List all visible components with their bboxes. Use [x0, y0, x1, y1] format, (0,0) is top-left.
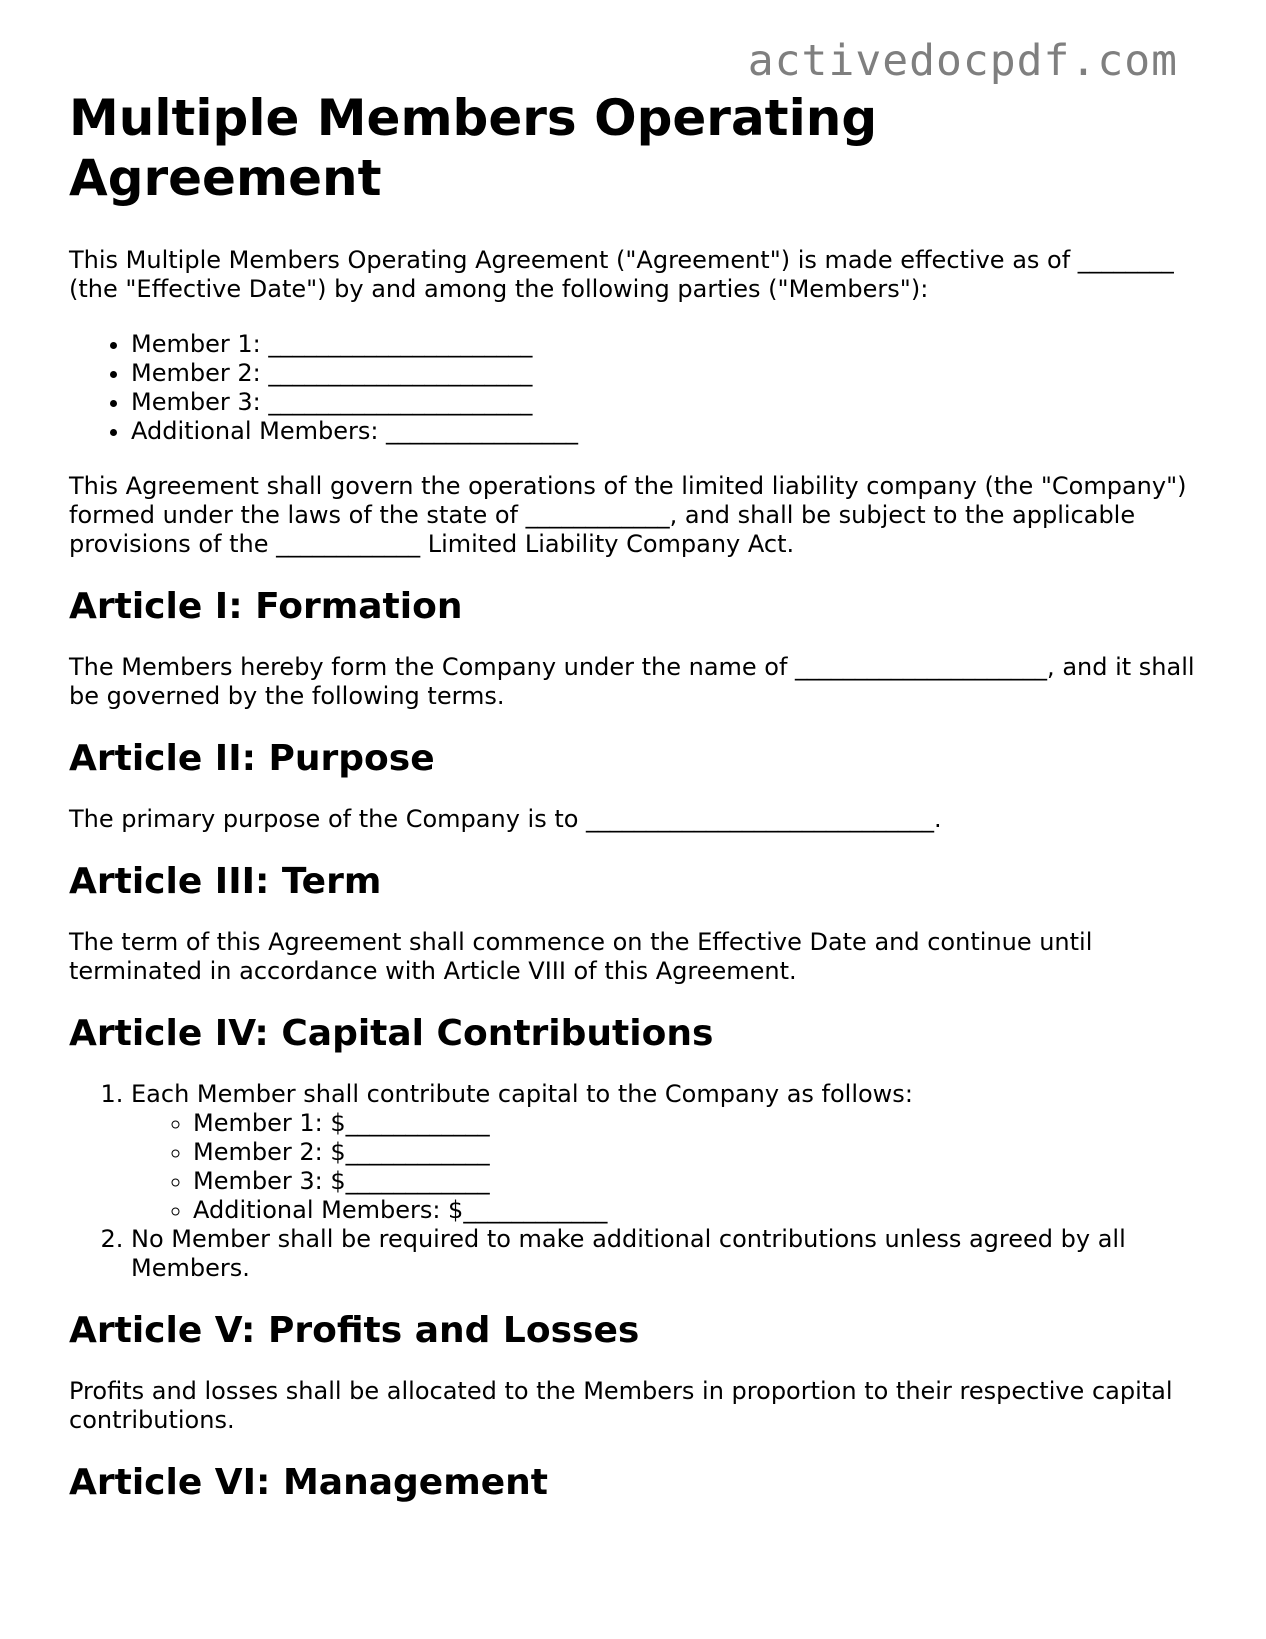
article-term-text: The term of this Agreement shall commence on the Effective Date and continue until terminated in accordance with Article VIII of this Agreement. — [69, 928, 1093, 985]
contributions-list — [131, 1109, 1199, 1225]
document-body — [69, 88, 1199, 1529]
watermark: activedocpdf.com — [747, 36, 1178, 86]
list-item — [131, 1080, 1199, 1225]
article-profits-heading: Article V: Profits and Losses — [69, 1310, 640, 1351]
list-item: • Member 3: ______________________ — [131, 388, 1199, 417]
article-profits-text: Profits and losses shall be allocated to the Members in proportion to their respective capital contributions. — [69, 1377, 1173, 1434]
document-title: Multiple Members Operating Agreement — [69, 89, 878, 207]
article-capital-heading: Article IV: Capital Contributions — [69, 1013, 714, 1054]
list-item: • Member 1: ______________________ — [131, 330, 1199, 359]
list-item: ◦ Member 3: $____________ — [193, 1167, 1199, 1196]
capital-item-1: Each Member shall contribute capital to the Company as follows: — [131, 1080, 913, 1108]
governing-paragraph: This Agreement shall govern the operations of the limited liability company (the "Company") formed under the laws of the state of ____________, and shall be subject to the applicable provisions of the ____________ Limited Liability Company Act. — [69, 472, 1187, 558]
list-item: ◦ Member 1: $____________ — [193, 1109, 1199, 1138]
intro-paragraph: This Multiple Members Operating Agreement ("Agreement") is made effective as of ________ (the "Effective Date") by and among the following parties ("Members"): — [69, 246, 1174, 303]
list-item: ◦ Member 2: $____________ — [193, 1138, 1199, 1167]
article-management-heading: Article VI: Management — [69, 1462, 548, 1503]
members-list — [69, 330, 1199, 446]
article-formation-text: The Members hereby form the Company under the name of _____________________, and it shall be governed by the following terms. — [69, 653, 1195, 710]
list-item: 2. No Member shall be required to make additional contributions unless agreed by all Members. — [131, 1225, 1199, 1283]
article-purpose-heading: Article II: Purpose — [69, 738, 435, 779]
list-item: • Member 2: ______________________ — [131, 359, 1199, 388]
list-item: ◦ Additional Members: $____________ — [193, 1196, 1199, 1225]
article-purpose-text: The primary purpose of the Company is to _____________________________. — [69, 805, 942, 833]
article-formation-heading: Article I: Formation — [69, 586, 463, 627]
capital-list — [69, 1080, 1199, 1283]
list-item: • Additional Members: ________________ — [131, 417, 1199, 446]
article-term-heading: Article III: Term — [69, 861, 382, 902]
